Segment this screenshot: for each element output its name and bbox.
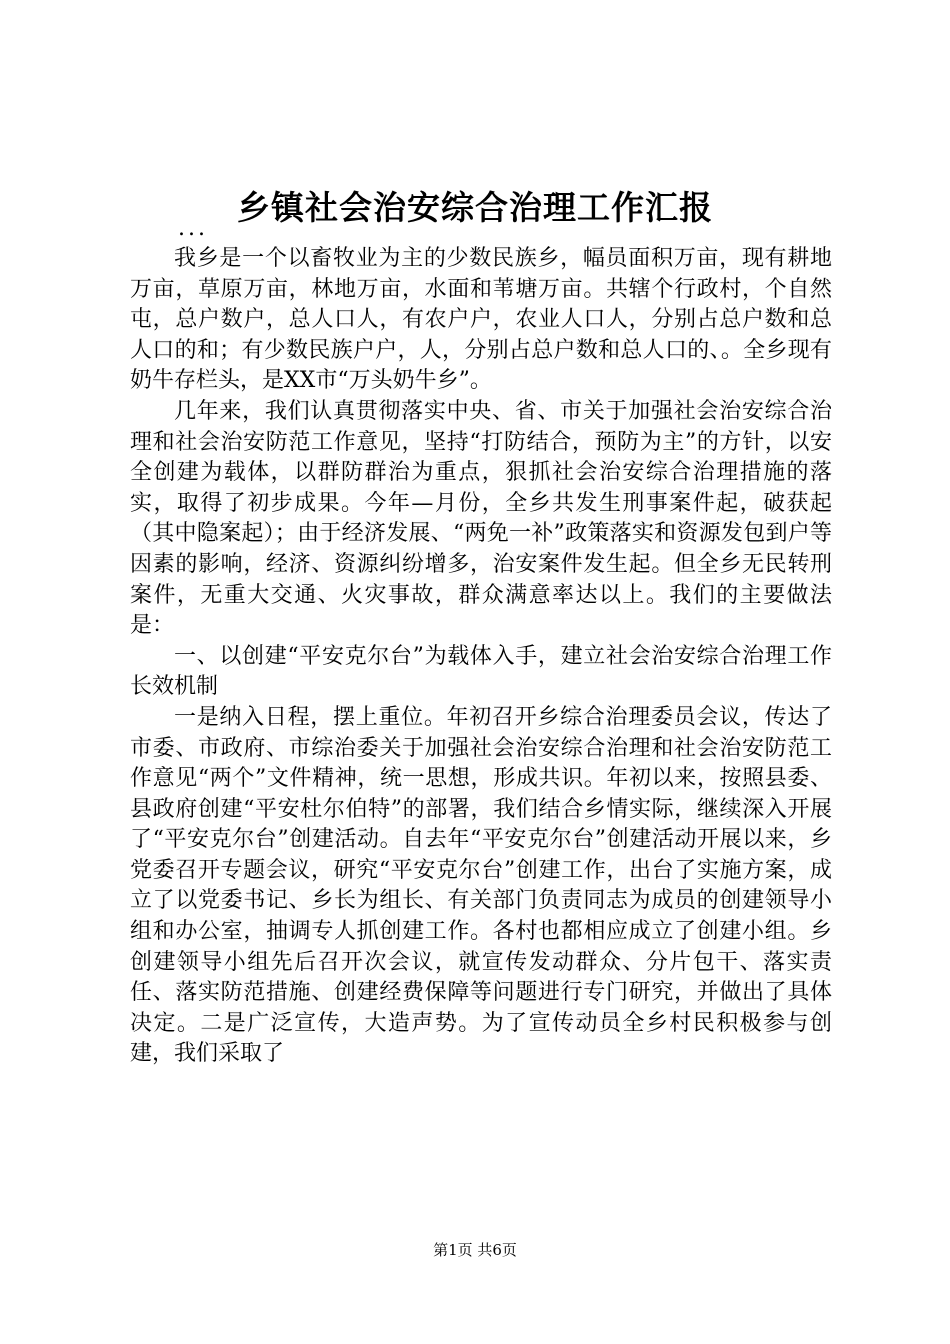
document-title: 乡镇社会治安综合治理工作汇报: [237, 188, 713, 227]
paragraph-overview: 我乡是一个以畜牧业为主的少数民族乡，幅员面积万亩，现有耕地万亩，草原万亩，林地万亩，水面和苇塘万亩。共辖个行政村，个自然屯，总户数户，总人口人，有农户户，农业人口人，分别占总户数和总人口的和；有少数民族户户，人，分别占总户数和总人口的、。全乡现有奶牛存栏头，是XX市“万头奶牛乡”。: [130, 246, 832, 394]
title-ellipsis: ...: [178, 216, 208, 241]
paragraph-measures: 一是纳入日程，摆上重位。年初召开乡综合治理委员会议，传达了市委、市政府、市综治委关于加强社会治安综合治理和社会治安防范工作意见“两个”文件精神，统一思想，形成共识。年初以来，按照县委、县政府创建“平安杜尔伯特”的部署，我们结合乡情实际，继续深入开展了“平安克尔台”创建活动。自去年“平安克尔台”创建活动开展以来，乡党委召开专题会议，研究“平安克尔台”创建工作，出台了实施方案，成立了以党委书记、乡长为组长、有关部门负责同志为成员的创建领导小组和办公室，抽调专人抓创建工作。各村也都相应成立了创建小组。乡创建领导小组先后召开次会议，就宣传发动群众、分片包干、落实责任、落实防范措施、创建经费保障等问题进行专门研究，并做出了具体决定。二是广泛宣传，大造声势。为了宣传动员全乡村民积极参与创建，我们采取了: [130, 704, 832, 1067]
paragraph-achievements: 几年来，我们认真贯彻落实中央、省、市关于加强社会治安综合治理和社会治安防范工作意见，坚持“打防结合，预防为主”的方针，以安全创建为载体，以群防群治为重点，狠抓社会治安综合治理措施的落实，取得了初步成果。今年—月份，全乡共发生刑事案件起，破获起（其中隐案起）；由于经济发展、“两免一补”政策落实和资源发包到户等因素的影响，经济、资源纠纷增多，治安案件发生起。但全乡无民转刑案件，无重大交通、火灾事故，群众满意率达以上。我们的主要做法是：: [130, 398, 832, 639]
page-footer: 第1页 共6页: [433, 1241, 517, 1259]
section-heading-1: 一、以创建“平安克尔台”为载体入手，建立社会治安综合治理工作长效机制: [130, 643, 832, 700]
document-body: [130, 244, 832, 1070]
